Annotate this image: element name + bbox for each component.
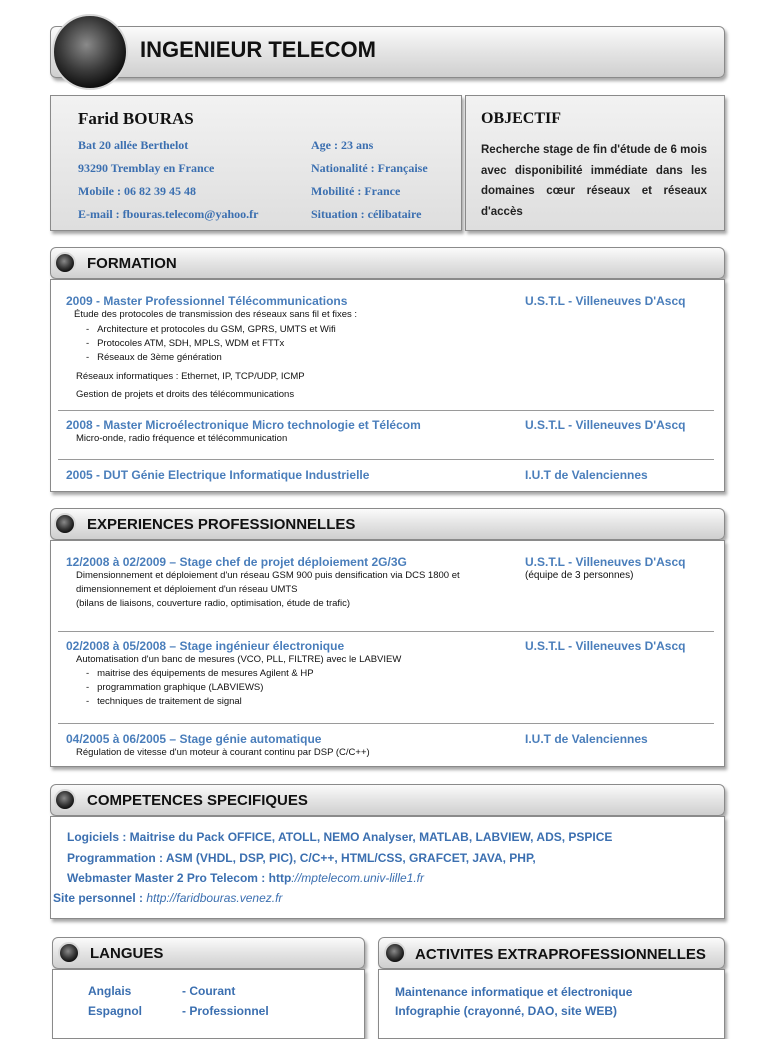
skills-software: Logiciels : Maitrise du Pack OFFICE, ATOLL, NEMO Analyser, MATLAB, LABVIEW, ADS, PSPICE <box>67 830 613 844</box>
site-label: Site personnel : <box>53 891 147 905</box>
experience-1-line-1: Dimensionnement et déploiement d'un réseau GSM 900 puis densification via DCS 1800 et <box>76 570 460 581</box>
experience-2-bullet-3: - techniques de traitement de signal <box>86 696 242 707</box>
bullet-text: Réseaux de 3ème génération <box>97 352 222 363</box>
page-title: INGENIEUR TELECOM <box>140 37 376 62</box>
langues-ball-icon <box>58 942 80 964</box>
skills-programming: Programmation : ASM (VHDL, DSP, PIC), C/C++, HTML/CSS, GRAFCET, JAVA, PHP, <box>67 851 536 865</box>
experience-1-title: 12/2008 à 02/2009 – Stage chef de projet déploiement 2G/3G <box>66 555 407 569</box>
activity-2: Infographie (crayonné, DAO, site WEB) <box>395 1004 618 1018</box>
competences-ball-icon <box>54 789 76 811</box>
language-1-level: - Courant <box>182 984 236 998</box>
experiences-title: EXPERIENCES PROFESSIONNELLES <box>87 516 356 533</box>
experience-3-title: 04/2005 à 06/2005 – Stage génie automatique <box>66 732 322 746</box>
objective-text: Recherche stage de fin d'étude de 6 mois avec disponibilité immédiate dans les domaines cœur réseaux et réseaux d'accès <box>481 144 707 218</box>
bullet-text: techniques de traitement de signal <box>97 696 242 707</box>
skills-webmaster <box>67 871 424 885</box>
divider <box>58 459 714 460</box>
formation-1-bullet-2: - Protocoles ATM, SDH, MPLS, WDM et FTTx <box>86 338 285 349</box>
formation-1-place: U.S.T.L - Villeneuves D'Ascq <box>525 294 686 308</box>
divider <box>58 410 714 411</box>
langues-title: LANGUES <box>90 945 164 962</box>
email[interactable]: E-mail : fbouras.telecom@yahoo.fr <box>78 207 259 221</box>
competences-title: COMPETENCES SPECIFIQUES <box>87 792 308 809</box>
activites-ball-icon <box>384 942 406 964</box>
webmaster-label: Webmaster Master 2 Pro Telecom : <box>67 871 269 885</box>
header-ball-icon <box>52 14 128 90</box>
formation-2-desc: Micro-onde, radio fréquence et télécommunication <box>76 433 288 444</box>
webmaster-link[interactable] <box>269 871 424 885</box>
formation-3-place: I.U.T de Valenciennes <box>525 468 648 482</box>
activity-1: Maintenance informatique et électronique <box>395 985 633 999</box>
formation-1-networks: Réseaux informatiques : Ethernet, IP, TCP/UDP, ICMP <box>76 371 305 382</box>
experience-1-line-3: (bilans de liaisons, couverture radio, optimisation, étude de trafic) <box>76 598 351 609</box>
formation-2-place: U.S.T.L - Villeneuves D'Ascq <box>525 418 686 432</box>
activites-title: ACTIVITES EXTRAPROFESSIONNELLES <box>415 946 706 963</box>
formation-1-bullet-1: - Architecture et protocoles du GSM, GPRS, UMTS et Wifi <box>86 324 336 335</box>
formation-1-management: Gestion de projets et droits des télécommunications <box>76 389 295 400</box>
formation-title: FORMATION <box>87 255 177 272</box>
language-1-name: Anglais <box>88 984 132 998</box>
formation-1-intro: Étude des protocoles de transmission des réseaux sans fil et fixes : <box>74 309 358 320</box>
bullet-text: Protocoles ATM, SDH, MPLS, WDM et FTTx <box>97 338 285 349</box>
mobility: Mobilité : France <box>311 184 401 198</box>
divider <box>58 631 714 632</box>
nationality: Nationalité : Française <box>311 161 428 175</box>
formation-2-title: 2008 - Master Microélectronique Micro technologie et Télécom <box>66 418 421 432</box>
age: Age : 23 ans <box>311 138 374 152</box>
experience-3-place: I.U.T de Valenciennes <box>525 732 648 746</box>
skills-site <box>53 891 282 905</box>
bullet-text: Architecture et protocoles du GSM, GPRS, UMTS et Wifi <box>97 324 336 335</box>
address-line-2: 93290 Tremblay en France <box>78 161 215 175</box>
experience-2-place: U.S.T.L - Villeneuves D'Ascq <box>525 639 686 653</box>
address-line-1: Bat 20 allée Berthelot <box>78 138 189 152</box>
formation-1-title: 2009 - Master Professionnel Télécommunications <box>66 294 348 308</box>
candidate-name: Farid BOURAS <box>78 109 194 128</box>
experience-2-title: 02/2008 à 05/2008 – Stage ingénieur électronique <box>66 639 345 653</box>
mobile-phone: Mobile : 06 82 39 45 48 <box>78 184 196 198</box>
objective-title: OBJECTIF <box>481 110 562 127</box>
experience-1-place: U.S.T.L - Villeneuves D'Ascq <box>525 555 686 569</box>
formation-1-bullet-3: - Réseaux de 3ème génération <box>86 352 222 363</box>
bullet-text: maitrise des équipements de mesures Agilent & HP <box>97 668 314 679</box>
site-link[interactable]: http://faridbouras.venez.fr <box>146 891 283 905</box>
webmaster-link-protocol[interactable]: http <box>268 871 292 885</box>
experiences-ball-icon <box>54 513 76 535</box>
experience-2-bullet-1: - maitrise des équipements de mesures Agilent & HP <box>86 668 314 679</box>
formation-3-title: 2005 - DUT Génie Electrique Informatique Industrielle <box>66 468 370 482</box>
formation-ball-icon <box>54 252 76 274</box>
experience-2-bullet-2: - programmation graphique (LABVIEWS) <box>86 682 264 693</box>
experience-1-line-2: dimensionnement et déploiement d'un réseau UMTS <box>76 584 298 595</box>
experience-2-intro: Automatisation d'un banc de mesures (VCO, PLL, FILTRE) avec le LABVIEW <box>76 654 402 665</box>
divider <box>58 723 714 724</box>
language-2-level: - Professionnel <box>182 1004 269 1018</box>
webmaster-link-path[interactable]: ://mptelecom.univ-lille1.fr <box>291 871 425 885</box>
experience-3-desc: Régulation de vitesse d'un moteur à courant continu par DSP (C/C++) <box>76 747 370 758</box>
language-2-name: Espagnol <box>88 1004 143 1018</box>
bullet-text: programmation graphique (LABVIEWS) <box>97 682 264 693</box>
experience-1-team: (équipe de 3 personnes) <box>525 570 634 581</box>
marital-status: Situation : célibataire <box>311 207 422 221</box>
